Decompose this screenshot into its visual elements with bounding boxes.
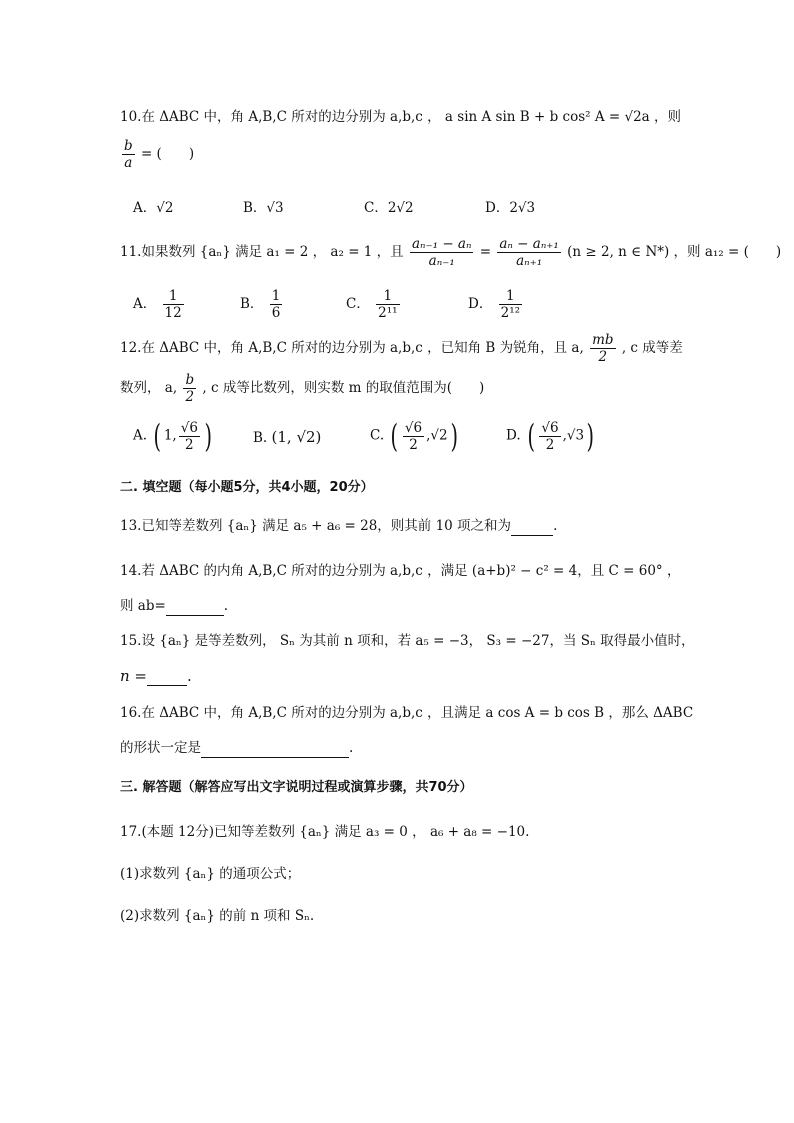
q16-text: 的形状一定是 bbox=[120, 740, 201, 756]
q11-option-c-label: C． bbox=[346, 296, 370, 312]
q12-c-lparen: ( bbox=[390, 417, 399, 455]
q11-b-den: 6 bbox=[271, 305, 281, 321]
q15-answer-blank[interactable] bbox=[147, 671, 187, 686]
q11-c-den: 2¹¹ bbox=[378, 305, 398, 321]
q11-equals: = bbox=[479, 244, 492, 260]
q11-option-a bbox=[133, 288, 186, 321]
q12-d-num: √6 bbox=[541, 419, 559, 436]
q12-option-b-text: (1, √2) bbox=[271, 428, 322, 446]
q13-text: 13.已知等差数列 {aₙ} 满足 a₅ + a₆ = 28，则其前 10 项之和为 bbox=[120, 518, 512, 534]
q16-line2: 的形状一定是 . bbox=[120, 740, 354, 756]
q12-d-frac bbox=[539, 420, 560, 453]
q10-frac-den: a bbox=[124, 155, 133, 171]
q14-text: 则 ab= bbox=[120, 598, 166, 614]
q11-c-num: 1 bbox=[376, 288, 399, 305]
q12-fraction-mb bbox=[590, 332, 615, 365]
q12-a-den: 2 bbox=[185, 436, 194, 453]
q10-fraction bbox=[122, 138, 135, 171]
q15-line1: 15.设 {aₙ} 是等差数列， Sₙ 为其前 n 项和，若 a₅ = −3， S₃ = −27，当 Sₙ 取得最小值时， bbox=[120, 633, 695, 649]
q12-stem-mid: , c 成等差 bbox=[621, 340, 683, 356]
q12-a-first: 1, bbox=[163, 427, 177, 444]
q11-option-d bbox=[468, 288, 524, 321]
q17-part2: (2)求数列 {aₙ} 的前 n 项和 Sₙ. bbox=[120, 908, 315, 924]
q12-a-num: √6 bbox=[180, 419, 198, 436]
q11-fraction-right bbox=[497, 236, 560, 269]
q12-f2-den: 2 bbox=[185, 389, 195, 405]
q11-option-a-frac bbox=[163, 288, 184, 321]
q10-option-b: B．√3 bbox=[243, 200, 284, 216]
q14-line2: 则 ab= . bbox=[120, 598, 229, 614]
q12-stem-start: 12.在 ΔABC 中，角 A,B,C 所对的边分别为 a,b,c ，已知角 B 为锐角，且 a, bbox=[120, 340, 584, 356]
q11-option-d-frac bbox=[499, 288, 522, 321]
q10-option-a: A．√2 bbox=[133, 200, 174, 216]
q10-frac-num: b bbox=[124, 138, 133, 154]
q11-option-b-label: B． bbox=[240, 296, 264, 312]
q11-fraction-left bbox=[410, 236, 473, 269]
q11-option-b-frac bbox=[270, 288, 283, 321]
q12-d-lparen: ( bbox=[527, 417, 535, 455]
q11-stem-end: (n ≥ 2, n ∈ N*) ，则 a₁₂ = ( ) bbox=[567, 244, 782, 260]
q12-stem-end: , c 成等比数列，则实数 m 的取值范围为( ) bbox=[202, 380, 485, 396]
q11-f2-num: aₙ − aₙ₊₁ bbox=[499, 236, 559, 252]
q15-line2: n = . bbox=[120, 667, 192, 685]
q12-c-num: √6 bbox=[404, 419, 423, 436]
q11-option-c bbox=[346, 288, 402, 321]
q10-option-d: D．2√3 bbox=[485, 200, 536, 216]
q12-option-d bbox=[506, 418, 597, 454]
q13-answer-blank[interactable] bbox=[511, 521, 553, 536]
q11-a-num: 1 bbox=[163, 288, 184, 305]
q11-d-num: 1 bbox=[499, 288, 522, 305]
q11-f2-den: aₙ₊₁ bbox=[516, 253, 543, 269]
q17-stem: 17.(本题 12分)已知等差数列 {aₙ} 满足 a₃ = 0 ， a₆ + a₈ = −10. bbox=[120, 824, 530, 840]
q13: 13.已知等差数列 {aₙ} 满足 a₅ + a₆ = 28，则其前 10 项之和为 . bbox=[120, 518, 558, 534]
q10-stem: 10.在 ΔABC 中，角 A,B,C 所对的边分别为 a,b,c ， a sin A sin B + b cos² A = √2a ，则 bbox=[120, 109, 682, 125]
q12-option-a-label: A. bbox=[133, 427, 148, 444]
q12-stem-line1 bbox=[120, 332, 683, 365]
q12-a-rparen: ) bbox=[204, 417, 212, 455]
q11-d-den: 2¹² bbox=[500, 305, 521, 321]
q10-option-c: C．2√2 bbox=[364, 200, 414, 216]
q12-option-d-label: D. bbox=[506, 427, 521, 444]
q11-option-c-frac bbox=[376, 288, 399, 321]
q12-d-rparen: ) bbox=[586, 417, 595, 455]
q12-stem-c: 数列， a, bbox=[120, 380, 178, 396]
q12-a-frac bbox=[179, 420, 200, 453]
q12-c-rparen: ) bbox=[450, 417, 458, 455]
q17-part1: (1)求数列 {aₙ} 的通项公式； bbox=[120, 866, 301, 882]
q12-stem-line2 bbox=[120, 372, 484, 405]
q16-line1: 16.在 ΔABC 中，角 A,B,C 所对的边分别为 a,b,c ，且满足 a cos A = b cos B ，那么 ΔABC bbox=[120, 705, 694, 721]
q10-fraction-line bbox=[120, 138, 194, 171]
q14-line1: 14.若 ΔABC 的内角 A,B,C 所对的边分别为 a,b,c ，满足 (a+b)² − c² = 4，且 C = 60° ， bbox=[120, 563, 681, 579]
q12-d-den: 2 bbox=[545, 436, 555, 453]
q15-text: n = bbox=[120, 667, 147, 685]
q12-f1-den: 2 bbox=[598, 349, 608, 365]
q11-stem bbox=[120, 236, 781, 269]
q12-f1-num: mb bbox=[592, 332, 614, 348]
q11-option-a-label: A． bbox=[133, 296, 157, 312]
q11-stem-start: 11.如果数列 {aₙ} 满足 a₁ = 2 ， a₂ = 1 ，且 bbox=[120, 244, 404, 260]
q11-b-num: 1 bbox=[271, 288, 281, 304]
q12-option-b-label: B. bbox=[253, 430, 268, 446]
q16-answer-blank[interactable] bbox=[201, 743, 349, 758]
q12-a-lparen: ( bbox=[153, 417, 162, 455]
q11-f1-den: aₙ₋₁ bbox=[428, 253, 455, 269]
q12-fraction-b2 bbox=[183, 372, 196, 405]
q11-option-d-label: D． bbox=[468, 296, 493, 312]
q12-d-second: ,√3 bbox=[562, 427, 585, 444]
section2-title: 二. 填空题（每小题5分，共4小题，20分） bbox=[120, 480, 374, 495]
q12-c-second: ,√2 bbox=[426, 427, 448, 444]
q11-a-den: 12 bbox=[164, 305, 182, 321]
section3-title: 三. 解答题（解答应写出文字说明过程或演算步骤，共70分） bbox=[120, 780, 473, 795]
q12-option-c-label: C. bbox=[370, 427, 385, 444]
q12-c-frac bbox=[403, 420, 424, 453]
q12-f2-num: b bbox=[185, 372, 195, 388]
q11-option-b bbox=[240, 288, 284, 321]
q12-c-den: 2 bbox=[409, 436, 418, 453]
q14-answer-blank[interactable] bbox=[166, 601, 224, 616]
q12-option-c bbox=[370, 418, 460, 454]
q12-option-a bbox=[133, 418, 214, 454]
q11-f1-num: aₙ₋₁ − aₙ bbox=[411, 236, 472, 252]
q12-option-b bbox=[253, 428, 321, 446]
q10-stem-end: = ( ) bbox=[140, 146, 195, 162]
